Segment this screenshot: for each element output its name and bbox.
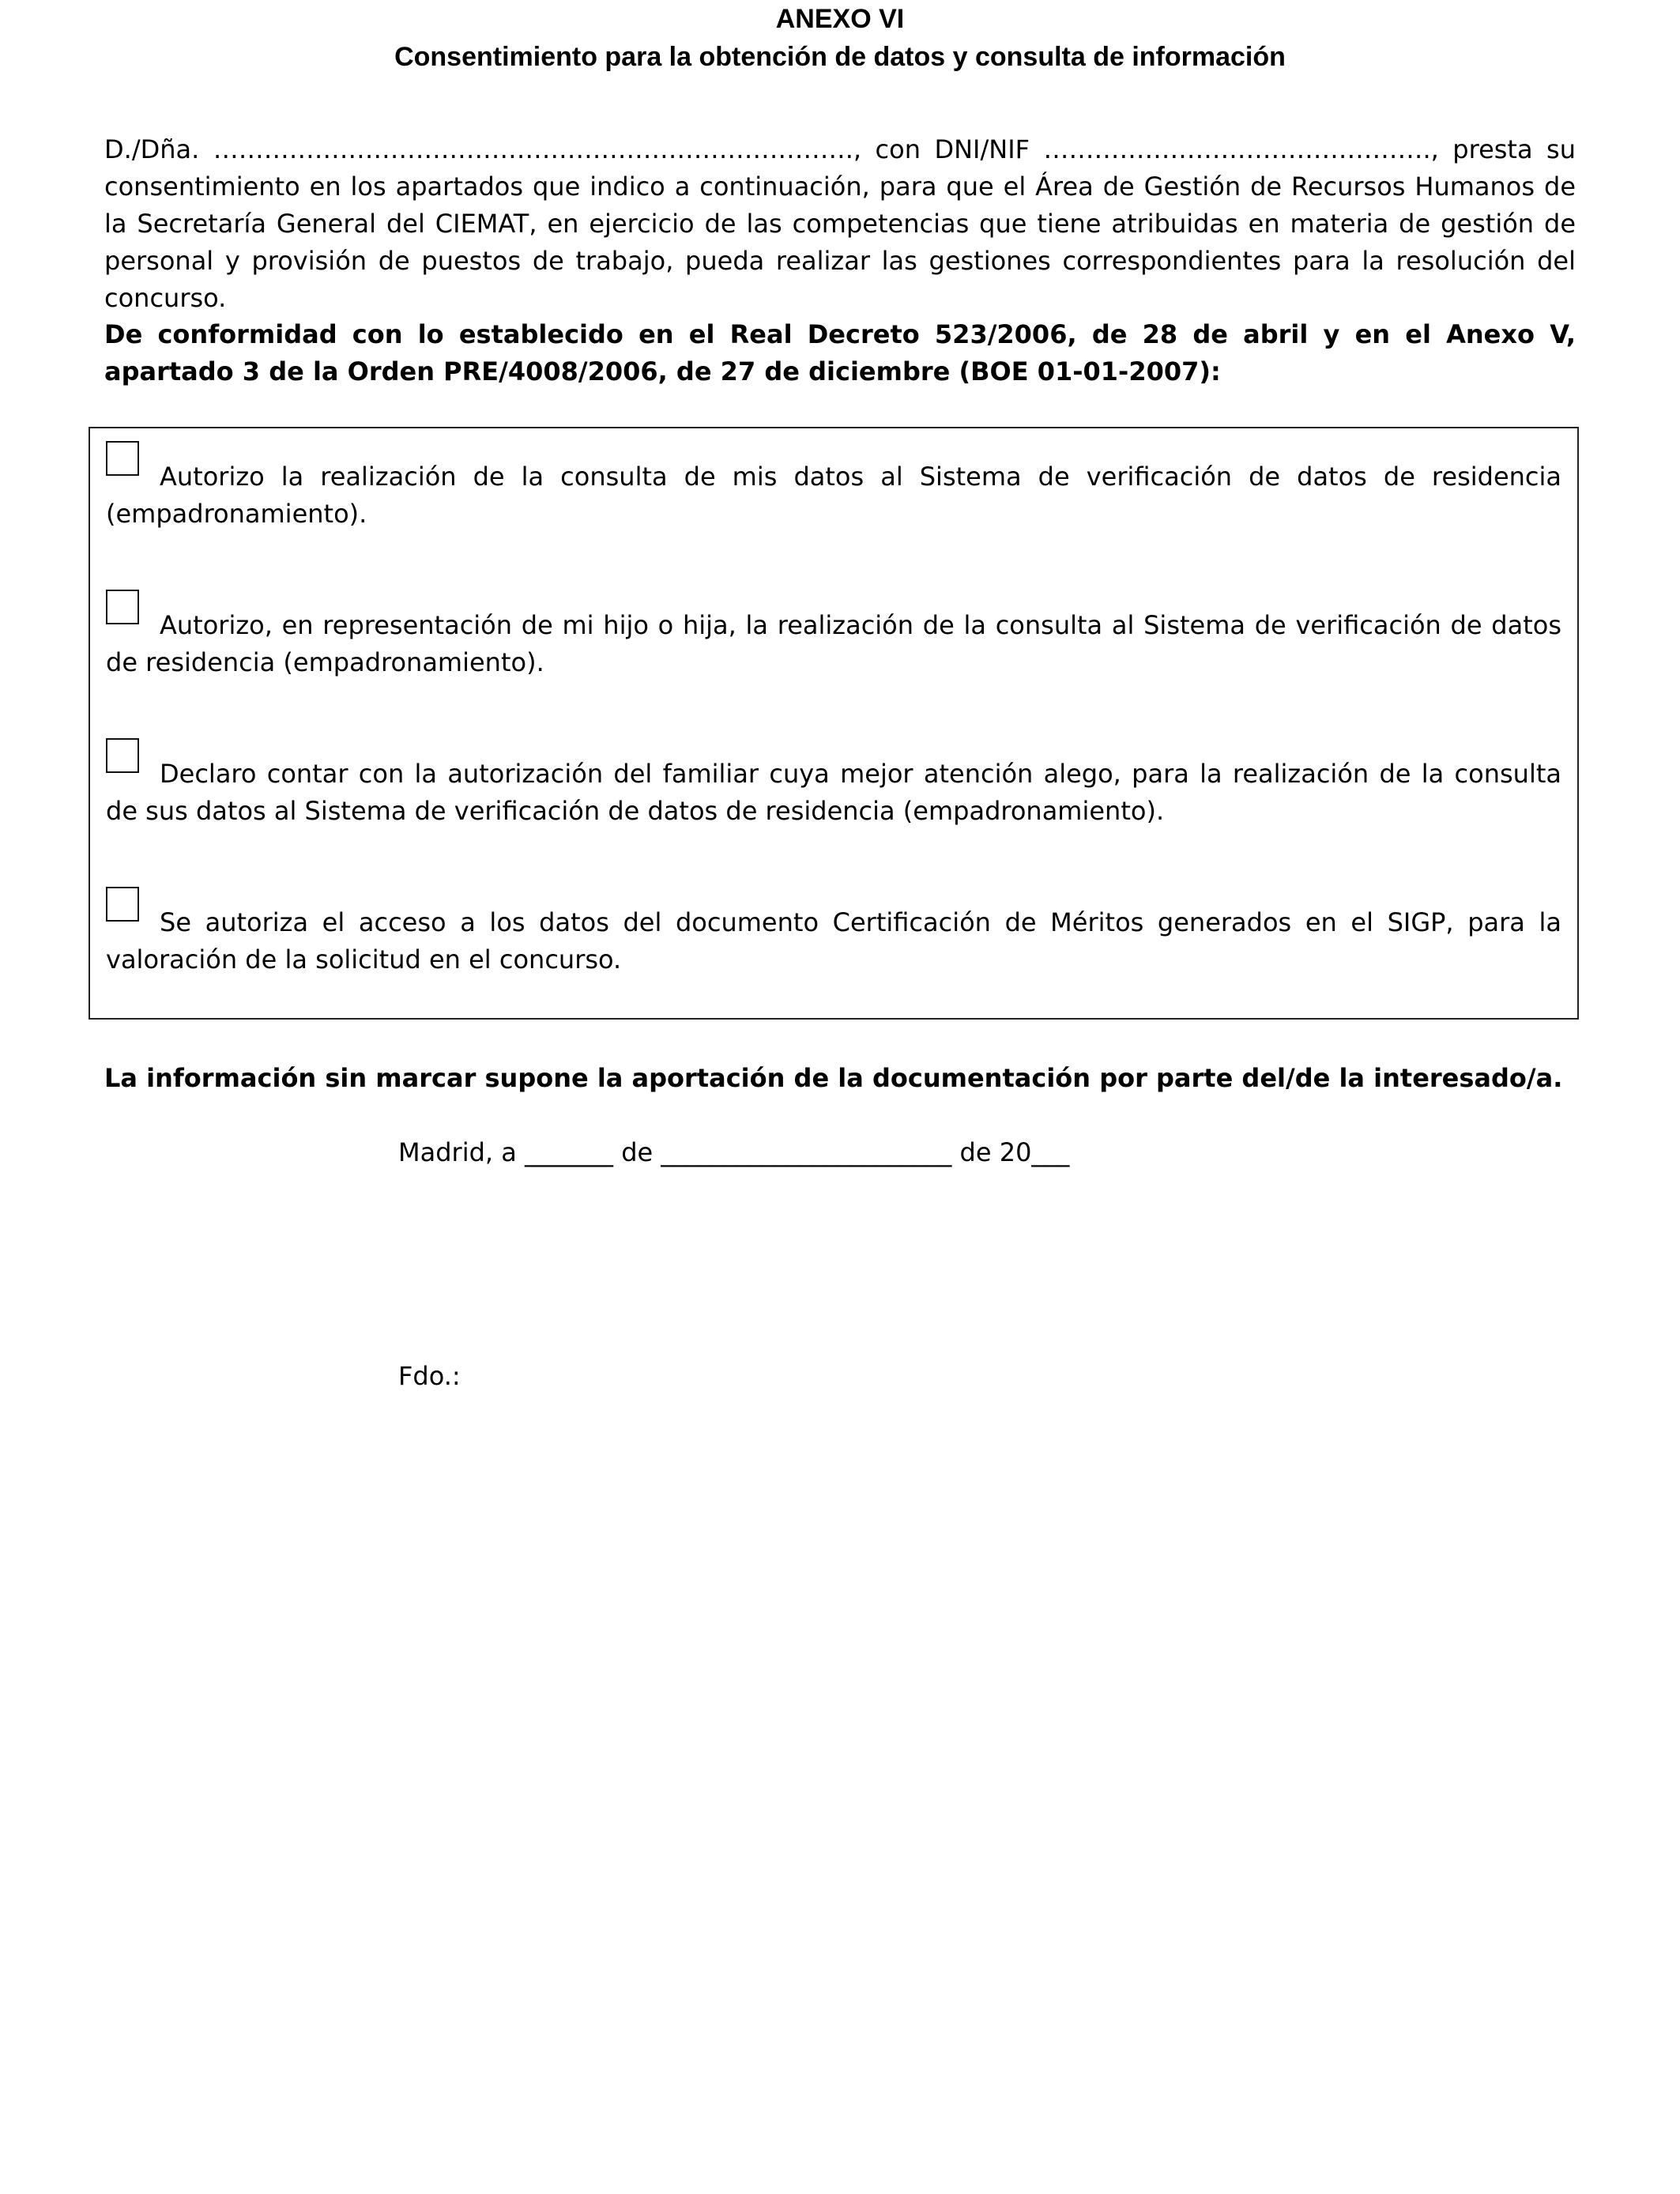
consent-item-residence-child (106, 601, 1561, 681)
consent-label-residence-child: Autorizo, en representación de mi hijo o hija, la realización de la consulta al Sistema de verificación de datos de residencia (empadronamiento). (106, 610, 1561, 677)
unchecked-notice: La información sin marcar supone la aportación de la documentación por parte del/de la interesado/a. (104, 1063, 1563, 1093)
signature-label: Fdo.: (398, 1361, 461, 1391)
consent-checkbox-residence-relative[interactable] (106, 738, 139, 773)
intro-paragraph: D./Dña. …………………………………………………………………., con DNI/NIF ………………………………………., presta su consentimiento en los apartados que indico a continuación, para que el Área de Gestión de Recursos Humanos de la Secretaría General del CIEMAT, en ejercicio de las competencias que tiene atribuidas en materia de gestión de personal y provisión de puestos de trabajo, pueda realizar las gestiones correspondientes para la resolución del concurso. (104, 134, 1576, 313)
consent-label-residence-own: Autorizo la realización de la consulta de mis datos al Sistema de verificación de datos de residencia (empadronamiento). (106, 462, 1561, 529)
consent-item-residence-own (106, 452, 1561, 533)
legal-basis-paragraph: De conformidad con lo establecido en el Real Decreto 523/2006, de 28 de abril y en el Anexo V, apartado 3 de la Orden PRE/4008/2006, de 27 de diciembre (BOE 01-01-2007): (104, 319, 1576, 386)
consent-item-residence-relative (106, 749, 1561, 830)
consent-options-box (89, 427, 1579, 1020)
annex-title: ANEXO VI (775, 4, 905, 34)
place-date-line: Madrid, a _______ de _______________________ de 20___ (398, 1137, 1070, 1167)
consent-label-residence-relative: Declaro contar con la autorización del familiar cuya mejor atención alego, para la realización de la consulta de sus datos al Sistema de verificación de datos de residencia (empadronamiento). (106, 759, 1561, 826)
consent-label-merits-certification: Se autoriza el acceso a los datos del documento Certificación de Méritos generados en el SIGP, para la valoración de la solicitud en el concurso. (106, 907, 1561, 974)
consent-checkbox-merits-certification[interactable] (106, 887, 139, 922)
consent-checkbox-residence-own[interactable] (106, 441, 139, 476)
consent-checkbox-residence-child[interactable] (106, 590, 139, 624)
consent-item-merits-certification (106, 898, 1561, 978)
annex-subtitle: Consentimiento para la obtención de datos y consulta de información (394, 42, 1286, 72)
